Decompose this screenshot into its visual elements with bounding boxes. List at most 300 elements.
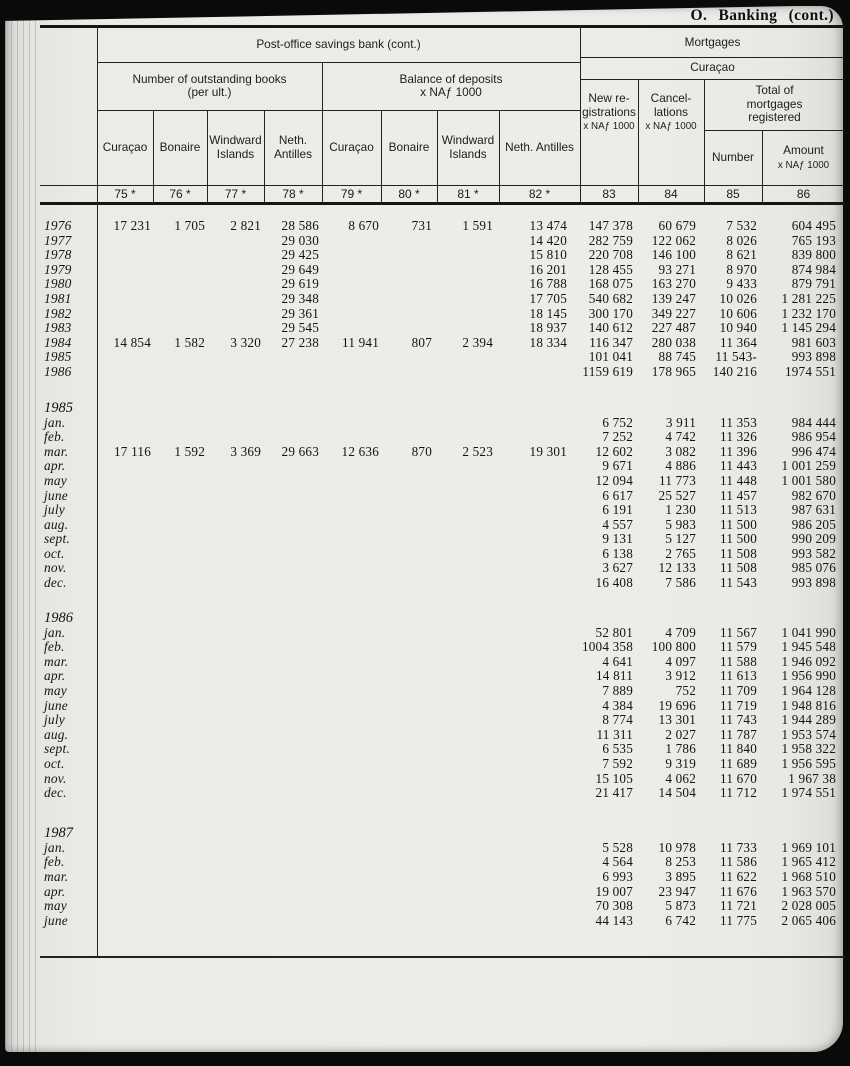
table-cell: 12 636 xyxy=(341,443,379,459)
table-cell: 10 606 xyxy=(719,305,757,321)
table-cell: 11 787 xyxy=(720,726,757,742)
table-row xyxy=(40,532,845,547)
column-number: 86 xyxy=(796,187,811,201)
row-label: 1984 xyxy=(44,334,72,350)
table-cell: 6 191 xyxy=(602,502,633,518)
table-cell: 11 508 xyxy=(720,545,757,561)
table-cell: 101 041 xyxy=(588,349,633,365)
table-cell: 1 944 289 xyxy=(781,712,836,728)
table-cell: 29 361 xyxy=(281,305,319,321)
table-cell: 1 592 xyxy=(174,443,205,459)
table-cell: 2 765 xyxy=(665,545,696,561)
table-row xyxy=(40,474,845,489)
table-row xyxy=(40,640,845,655)
row-label: 1983 xyxy=(44,320,72,336)
table-cell: 11 500 xyxy=(720,531,757,547)
table-cell: 29 663 xyxy=(281,443,319,459)
column-number: 80 * xyxy=(398,187,420,201)
table-cell: 300 170 xyxy=(588,305,633,321)
table-body xyxy=(40,206,845,928)
table-row xyxy=(40,713,845,728)
table-cell: 1 974 551 xyxy=(781,785,836,801)
row-label: dec. xyxy=(44,575,67,591)
table-cell: 10 940 xyxy=(719,320,757,336)
row-label: aug. xyxy=(44,726,69,742)
table-cell: 1 956 595 xyxy=(781,756,836,771)
table-cell: 1 946 092 xyxy=(781,653,836,669)
table-cell: 28 586 xyxy=(281,218,319,233)
table-cell: 1 001 259 xyxy=(781,458,836,474)
table-cell: 3 912 xyxy=(665,668,696,684)
table-cell: 11 689 xyxy=(720,756,757,771)
column-number: 77 * xyxy=(224,187,247,201)
table-row xyxy=(40,576,845,591)
table-cell: 8 253 xyxy=(665,854,696,870)
table-row xyxy=(40,742,845,757)
header-col-new-registrations: New re- gistrations x NAƒ 1000 xyxy=(582,91,636,132)
table-cell: 11 543 xyxy=(720,575,757,591)
table-cell: 1 281 225 xyxy=(781,290,836,306)
table-cell: 11 500 xyxy=(720,516,757,532)
table-cell: 14 504 xyxy=(658,785,696,801)
table-cell: 19 301 xyxy=(529,443,567,459)
table-cell: 140 216 xyxy=(712,363,757,379)
table-row xyxy=(40,350,845,365)
header-mortgages-group: Mortgages xyxy=(684,34,741,49)
table-cell: 29 425 xyxy=(281,247,319,263)
table-row xyxy=(40,489,845,504)
table-row xyxy=(40,669,845,684)
page-title: O. Banking (cont.) xyxy=(690,7,834,24)
table-cell: 11 588 xyxy=(720,653,757,669)
table-cell: 1 958 322 xyxy=(781,741,836,757)
table-cell: 7 889 xyxy=(602,683,633,699)
table-cell: 12 094 xyxy=(595,472,633,488)
table-cell: 11 719 xyxy=(720,697,757,713)
table-cell: 116 347 xyxy=(589,334,633,350)
column-number: 83 xyxy=(602,187,616,201)
row-label: 1980 xyxy=(44,276,72,292)
table-cell: 16 201 xyxy=(529,261,567,277)
table-cell: 7 592 xyxy=(602,756,633,771)
table-cell: 14 854 xyxy=(113,334,151,350)
table-row xyxy=(40,841,845,856)
header-books-subgroup: Number of outstanding books (per ult.) xyxy=(132,71,287,99)
table-cell: 4 641 xyxy=(602,653,633,669)
table-cell: 282 759 xyxy=(588,232,633,248)
table-cell: 1 963 570 xyxy=(781,883,836,899)
table-row xyxy=(40,321,845,336)
table-cell: 10 026 xyxy=(719,290,757,306)
table-cell: 1 953 574 xyxy=(781,726,836,742)
header-col-cancellations: Cancel- lations x NAƒ 1000 xyxy=(645,91,697,132)
table-cell: 9 319 xyxy=(665,756,696,771)
table-row xyxy=(40,655,845,670)
table-cell: 8 774 xyxy=(602,712,633,728)
row-label: may xyxy=(44,683,67,699)
row-label: feb. xyxy=(44,639,65,655)
table-cell: 1 945 548 xyxy=(781,639,836,655)
statistics-table xyxy=(40,25,845,961)
table-cell: 8 670 xyxy=(348,218,379,233)
column-number: 79 * xyxy=(340,187,363,201)
table-cell: 987 631 xyxy=(791,502,836,518)
table-cell: 18 334 xyxy=(529,334,567,350)
table-row xyxy=(40,292,845,307)
year-label: 1986 xyxy=(44,609,73,626)
table-cell: 5 127 xyxy=(665,531,696,547)
book-spine xyxy=(5,6,39,1052)
table-cell: 4 886 xyxy=(665,458,696,474)
table-cell: 11 840 xyxy=(720,741,757,757)
table-cell: 11 579 xyxy=(720,639,757,655)
table-cell: 3 369 xyxy=(230,443,261,459)
row-label: 1976 xyxy=(44,218,72,233)
table-row xyxy=(40,307,845,322)
table-cell: 11 670 xyxy=(720,770,757,786)
table-cell: 10 978 xyxy=(658,839,696,855)
table-cell: 220 708 xyxy=(588,247,633,263)
table-cell: 25 527 xyxy=(658,487,696,503)
row-label: june xyxy=(44,697,68,713)
row-label: apr. xyxy=(44,458,66,474)
table-cell: 874 984 xyxy=(791,261,836,277)
row-label: mar. xyxy=(44,443,69,459)
table-cell: 986 205 xyxy=(791,516,836,532)
table-cell: 227 487 xyxy=(651,320,696,336)
row-label: oct. xyxy=(44,545,65,561)
table-cell: 11 712 xyxy=(720,785,757,801)
table-cell: 4 062 xyxy=(665,770,696,786)
table-cell: 52 801 xyxy=(595,624,633,640)
table-cell: 11 775 xyxy=(720,912,757,928)
header-col-deposits-windward: Windward Islands xyxy=(441,133,495,161)
table-cell: 17 705 xyxy=(529,290,567,306)
table-cell: 18 145 xyxy=(529,305,567,321)
table-cell: 7 532 xyxy=(726,218,757,233)
header-col-deposits-curacao: Curaçao xyxy=(329,139,374,154)
table-row xyxy=(40,684,845,699)
year-label: 1985 xyxy=(44,399,73,416)
table-row xyxy=(40,885,845,900)
table-cell: 11 586 xyxy=(720,854,757,870)
table-cell: 11 448 xyxy=(720,472,757,488)
table-cell: 23 947 xyxy=(658,883,696,899)
header-col-books-curacao: Curaçao xyxy=(102,139,148,154)
row-label: 1985 xyxy=(44,349,72,365)
table-cell: 11 941 xyxy=(342,334,379,350)
table-cell: 6 617 xyxy=(602,487,633,503)
row-label: apr. xyxy=(44,668,66,684)
table-cell: 6 752 xyxy=(602,414,633,430)
table-cell: 2 821 xyxy=(230,218,261,233)
table-cell: 14 811 xyxy=(596,668,633,684)
table-section xyxy=(40,610,845,801)
table-cell: 2 027 xyxy=(665,726,696,742)
table-cell: 12 602 xyxy=(595,443,633,459)
table-row xyxy=(40,416,845,431)
row-label: 1977 xyxy=(44,232,72,248)
row-label: feb. xyxy=(44,854,65,870)
table-row xyxy=(40,336,845,351)
table-cell: 21 417 xyxy=(595,785,633,801)
row-label: july xyxy=(44,712,65,728)
table-cell: 1 968 510 xyxy=(781,868,836,884)
table-row xyxy=(40,699,845,714)
table-cell: 146 100 xyxy=(651,247,696,263)
table-cell: 540 682 xyxy=(588,290,633,306)
table-row xyxy=(40,503,845,518)
table-row xyxy=(40,219,845,234)
row-label: 1982 xyxy=(44,305,72,321)
table-cell: 18 937 xyxy=(529,320,567,336)
table-cell: 993 898 xyxy=(791,575,836,591)
row-label: jan. xyxy=(44,839,66,855)
row-label: mar. xyxy=(44,653,69,669)
header-col-books-bonaire: Bonaire xyxy=(159,139,201,154)
table-row xyxy=(40,757,845,772)
row-label: may xyxy=(44,898,67,914)
table-row xyxy=(40,459,845,474)
column-number-row xyxy=(40,185,845,202)
table-cell: 981 603 xyxy=(791,334,836,350)
table-cell: 122 062 xyxy=(651,232,696,248)
table-cell: 4 564 xyxy=(602,854,633,870)
header-col-deposits-antilles: Neth. Antilles xyxy=(505,139,574,154)
table-cell: 8 026 xyxy=(726,232,757,248)
table-cell: 9 433 xyxy=(726,276,757,292)
table-row xyxy=(40,786,845,801)
row-label: 1978 xyxy=(44,247,72,263)
table-cell: 11 543- xyxy=(715,349,757,365)
table-cell: 765 193 xyxy=(791,232,836,248)
table-cell: 13 301 xyxy=(658,712,696,728)
row-label: 1986 xyxy=(44,363,72,379)
row-label: july xyxy=(44,502,65,518)
table-cell: 280 038 xyxy=(651,334,696,350)
table-cell: 4 097 xyxy=(665,653,696,669)
table-row xyxy=(40,855,845,870)
column-number: 82 * xyxy=(528,187,551,201)
header-total-mortgages: Total of mortgages registered xyxy=(746,83,803,125)
table-cell: 29 619 xyxy=(281,276,319,292)
row-label: 1979 xyxy=(44,261,72,277)
table-cell: 3 082 xyxy=(665,443,696,459)
header-col-books-windward: Windward Islands xyxy=(209,133,262,161)
table-cell: 1 041 990 xyxy=(781,624,836,640)
header-col-number: Number xyxy=(712,149,754,164)
table-cell: 11 513 xyxy=(720,502,757,518)
row-label: nov. xyxy=(44,560,67,576)
row-label: oct. xyxy=(44,756,65,771)
table-row xyxy=(40,248,845,263)
column-number: 78 * xyxy=(282,187,304,201)
table-row xyxy=(40,518,845,533)
table-cell: 1 232 170 xyxy=(781,305,836,321)
table-cell: 1 965 412 xyxy=(781,854,836,870)
table-cell: 879 791 xyxy=(791,276,836,292)
table-cell: 6 535 xyxy=(602,741,633,757)
table-cell: 11 508 xyxy=(720,560,757,576)
table-cell: 11 613 xyxy=(720,668,757,684)
table-cell: 163 270 xyxy=(651,276,696,292)
row-label: jan. xyxy=(44,624,66,640)
table-cell: 3 895 xyxy=(665,868,696,884)
header-col-books-antilles: Neth. Antilles xyxy=(273,133,313,161)
table-cell: 139 247 xyxy=(651,290,696,306)
row-label: may xyxy=(44,472,67,488)
year-label: 1987 xyxy=(44,824,73,841)
table-cell: 16 408 xyxy=(595,575,633,591)
table-cell: 11 396 xyxy=(720,443,757,459)
column-number: 81 * xyxy=(457,187,479,201)
table-cell: 993 582 xyxy=(791,545,836,561)
table-cell: 14 420 xyxy=(529,232,567,248)
table-section xyxy=(40,219,845,380)
row-label: jan. xyxy=(44,414,66,430)
table-cell: 93 271 xyxy=(658,261,696,277)
table-cell: 44 143 xyxy=(595,912,633,928)
table-cell: 19 696 xyxy=(658,697,696,713)
row-label: 1981 xyxy=(44,290,72,306)
table-cell: 4 384 xyxy=(602,697,633,713)
table-cell: 604 495 xyxy=(791,218,836,233)
table-cell: 5 983 xyxy=(665,516,696,532)
table-row xyxy=(40,626,845,641)
table-cell: 349 227 xyxy=(651,305,696,321)
table-cell: 870 xyxy=(411,443,432,459)
table-cell: 11 622 xyxy=(720,868,757,884)
table-row xyxy=(40,445,845,460)
table-row xyxy=(40,263,845,278)
table-cell: 11 733 xyxy=(720,839,757,855)
table-row xyxy=(40,728,845,743)
table-cell: 982 670 xyxy=(791,487,836,503)
table-cell: 15 810 xyxy=(529,247,567,263)
header-col-amount: Amount x NAƒ 1000 xyxy=(777,143,830,171)
table-cell: 100 800 xyxy=(651,639,696,655)
table-cell: 19 007 xyxy=(595,883,633,899)
row-label: dec. xyxy=(44,785,67,801)
table-cell: 17 231 xyxy=(113,218,151,233)
table-cell: 6 993 xyxy=(602,868,633,884)
table-cell: 1004 358 xyxy=(581,639,633,655)
table-row xyxy=(40,365,845,380)
table-cell: 70 308 xyxy=(595,898,633,914)
table-cell: 11 709 xyxy=(720,683,757,699)
table-cell: 990 209 xyxy=(791,531,836,547)
table-cell: 140 612 xyxy=(588,320,633,336)
table-cell: 147 378 xyxy=(588,218,633,233)
table-cell: 7 252 xyxy=(602,429,633,445)
header-post-office-group: Post-office savings bank (cont.) xyxy=(256,37,421,52)
table-cell: 2 523 xyxy=(462,443,493,459)
table-cell: 8 621 xyxy=(726,247,757,263)
table-cell: 16 788 xyxy=(529,276,567,292)
table-cell: 11 676 xyxy=(720,883,757,899)
table-row xyxy=(40,277,845,292)
table-cell: 2 028 005 xyxy=(781,898,836,914)
table-cell: 984 444 xyxy=(791,414,836,430)
table-cell: 29 030 xyxy=(281,232,319,248)
table-row xyxy=(40,561,845,576)
table-cell: 27 238 xyxy=(281,334,319,350)
column-number: 85 xyxy=(726,187,740,201)
table-cell: 11 364 xyxy=(720,334,757,350)
table-cell: 11 311 xyxy=(596,726,633,742)
table-section xyxy=(40,825,845,929)
table-cell: 1974 551 xyxy=(784,363,836,379)
table-cell: 9 671 xyxy=(602,458,633,474)
table-cell: 1 001 580 xyxy=(781,472,836,488)
table-cell: 11 773 xyxy=(659,472,696,488)
table-cell: 752 xyxy=(675,683,696,699)
column-number: 75 * xyxy=(114,187,136,201)
table-cell: 15 105 xyxy=(595,770,633,786)
table-cell: 11 353 xyxy=(720,414,757,430)
table-row xyxy=(40,547,845,562)
table-cell: 11 721 xyxy=(720,898,757,914)
table-cell: 1 967 38 xyxy=(788,770,836,786)
table-cell: 1 230 xyxy=(665,502,696,518)
table-cell: 12 133 xyxy=(658,560,696,576)
table-row xyxy=(40,772,845,787)
column-number: 84 xyxy=(664,187,678,201)
table-cell: 1 956 990 xyxy=(781,668,836,684)
table-cell: 7 586 xyxy=(665,575,696,591)
table-cell: 2 065 406 xyxy=(781,912,836,928)
table-cell: 6 138 xyxy=(602,545,633,561)
row-label: feb. xyxy=(44,429,65,445)
row-label: mar. xyxy=(44,868,69,884)
table-cell: 807 xyxy=(411,334,432,350)
row-label: june xyxy=(44,912,68,928)
table-section xyxy=(40,400,845,591)
table-cell: 1 145 294 xyxy=(781,320,836,336)
table-cell: 4 557 xyxy=(602,516,633,532)
row-label: sept. xyxy=(44,531,70,547)
table-cell: 996 474 xyxy=(791,443,836,459)
table-cell: 4 742 xyxy=(665,429,696,445)
table-cell: 5 528 xyxy=(602,839,633,855)
table-cell: 731 xyxy=(411,218,432,233)
header-mortgages-region: Curaçao xyxy=(690,60,735,75)
table-rule xyxy=(40,956,845,958)
table-cell: 5 873 xyxy=(665,898,696,914)
table-cell: 11 443 xyxy=(720,458,757,474)
table-cell: 9 131 xyxy=(602,531,633,547)
table-cell: 986 954 xyxy=(791,429,836,445)
row-label: sept. xyxy=(44,741,70,757)
table-cell: 8 970 xyxy=(726,261,757,277)
header-col-deposits-bonaire: Bonaire xyxy=(388,139,430,154)
table-row xyxy=(40,234,845,249)
table-cell: 993 898 xyxy=(791,349,836,365)
table-cell: 128 455 xyxy=(588,261,633,277)
table-cell: 11 457 xyxy=(720,487,757,503)
column-number: 76 * xyxy=(169,187,191,201)
table-cell: 17 116 xyxy=(114,443,151,459)
table-cell: 3 320 xyxy=(230,334,261,350)
table-cell: 1 591 xyxy=(462,218,493,233)
table-row xyxy=(40,899,845,914)
table-cell: 178 965 xyxy=(651,363,696,379)
table-cell: 3 627 xyxy=(602,560,633,576)
table-cell: 1 964 128 xyxy=(781,683,836,699)
row-label: nov. xyxy=(44,770,67,786)
table-cell: 1159 619 xyxy=(582,363,633,379)
header-deposits-subgroup: Balance of deposits x NAƒ 1000 xyxy=(399,71,503,99)
